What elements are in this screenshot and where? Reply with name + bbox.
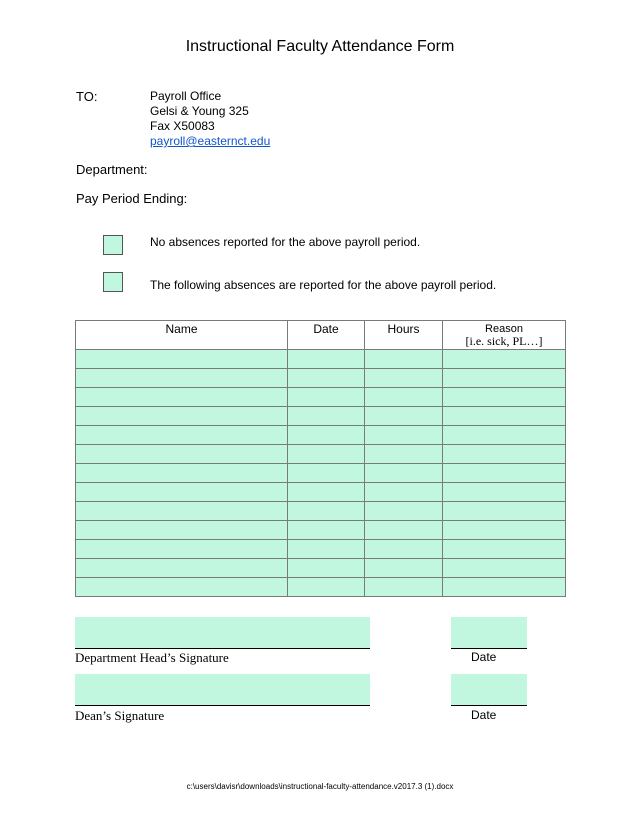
email-link[interactable]: payroll@easternct.edu bbox=[150, 134, 271, 148]
date-cell[interactable] bbox=[288, 426, 365, 445]
name-column-header: Name bbox=[76, 321, 288, 350]
name-cell[interactable] bbox=[76, 350, 288, 369]
hours-cell[interactable] bbox=[365, 483, 443, 502]
hours-cell[interactable] bbox=[365, 445, 443, 464]
reason-header-label: Reason bbox=[485, 323, 523, 335]
table-row bbox=[76, 483, 566, 502]
dept-head-date-field[interactable] bbox=[451, 617, 527, 649]
name-cell[interactable] bbox=[76, 426, 288, 445]
reason-cell[interactable] bbox=[443, 426, 566, 445]
date-cell[interactable] bbox=[288, 578, 365, 597]
dept-head-signature-field[interactable] bbox=[75, 617, 370, 649]
hours-cell[interactable] bbox=[365, 350, 443, 369]
date-cell[interactable] bbox=[288, 350, 365, 369]
name-cell[interactable] bbox=[76, 369, 288, 388]
table-row bbox=[76, 502, 566, 521]
absence-table bbox=[75, 320, 566, 597]
address-line-2: Gelsi & Young 325 bbox=[150, 104, 249, 118]
dept-head-signature-label: Department Head’s Signature bbox=[75, 650, 229, 665]
reason-header-hint: [i.e. sick, PL…] bbox=[465, 334, 543, 348]
address-line-1: Payroll Office bbox=[150, 89, 222, 103]
reason-cell[interactable] bbox=[443, 578, 566, 597]
date-cell[interactable] bbox=[288, 483, 365, 502]
table-row bbox=[76, 388, 566, 407]
absences-checkbox[interactable] bbox=[103, 272, 123, 292]
table-header-row bbox=[76, 321, 566, 350]
reason-cell[interactable] bbox=[443, 388, 566, 407]
reason-cell[interactable] bbox=[443, 540, 566, 559]
date-column-header: Date bbox=[288, 321, 365, 350]
name-cell[interactable] bbox=[76, 483, 288, 502]
reason-cell[interactable] bbox=[443, 407, 566, 426]
date-cell[interactable] bbox=[288, 445, 365, 464]
date-cell[interactable] bbox=[288, 464, 365, 483]
date-cell[interactable] bbox=[288, 540, 365, 559]
table-row bbox=[76, 350, 566, 369]
hours-cell[interactable] bbox=[365, 559, 443, 578]
reason-column-header bbox=[443, 321, 566, 350]
name-cell[interactable] bbox=[76, 540, 288, 559]
date-cell[interactable] bbox=[288, 388, 365, 407]
page-title: Instructional Faculty Attendance Form bbox=[185, 38, 455, 55]
table-row bbox=[76, 369, 566, 388]
hours-cell[interactable] bbox=[365, 426, 443, 445]
hours-cell[interactable] bbox=[365, 369, 443, 388]
date-cell[interactable] bbox=[288, 559, 365, 578]
no-absences-label: No absences reported for the above payroll period. bbox=[150, 235, 421, 249]
dept-head-date-label: Date bbox=[471, 650, 497, 664]
table-row bbox=[76, 521, 566, 540]
table-row bbox=[76, 426, 566, 445]
hours-cell[interactable] bbox=[365, 502, 443, 521]
hours-cell[interactable] bbox=[365, 407, 443, 426]
reason-cell[interactable] bbox=[443, 521, 566, 540]
address-block bbox=[150, 89, 270, 149]
hours-cell[interactable] bbox=[365, 521, 443, 540]
reason-cell[interactable] bbox=[443, 369, 566, 388]
name-cell[interactable] bbox=[76, 407, 288, 426]
name-cell[interactable] bbox=[76, 559, 288, 578]
reason-cell[interactable] bbox=[443, 350, 566, 369]
dean-date-field[interactable] bbox=[451, 674, 527, 706]
dean-signature-field[interactable] bbox=[75, 674, 370, 706]
name-cell[interactable] bbox=[76, 388, 288, 407]
hours-cell[interactable] bbox=[365, 540, 443, 559]
hours-cell[interactable] bbox=[365, 464, 443, 483]
pay-period-label: Pay Period Ending: bbox=[76, 191, 188, 206]
hours-cell[interactable] bbox=[365, 578, 443, 597]
dean-date-label: Date bbox=[471, 708, 497, 722]
date-cell[interactable] bbox=[288, 502, 365, 521]
name-cell[interactable] bbox=[76, 578, 288, 597]
table-row bbox=[76, 559, 566, 578]
footer-file-path: c:\users\davisr\downloads\instructional-faculty-attendance.v2017.3 (1).docx bbox=[186, 782, 454, 791]
reason-cell[interactable] bbox=[443, 445, 566, 464]
table-row bbox=[76, 540, 566, 559]
table-row bbox=[76, 407, 566, 426]
hours-column-header: Hours bbox=[365, 321, 443, 350]
reason-cell[interactable] bbox=[443, 483, 566, 502]
date-cell[interactable] bbox=[288, 369, 365, 388]
to-label: TO: bbox=[76, 89, 98, 104]
date-cell[interactable] bbox=[288, 521, 365, 540]
date-cell[interactable] bbox=[288, 407, 365, 426]
hours-cell[interactable] bbox=[365, 388, 443, 407]
name-cell[interactable] bbox=[76, 502, 288, 521]
table-row bbox=[76, 464, 566, 483]
department-label: Department: bbox=[76, 162, 148, 177]
name-cell[interactable] bbox=[76, 464, 288, 483]
dean-signature-label: Dean’s Signature bbox=[75, 708, 165, 723]
reason-cell[interactable] bbox=[443, 502, 566, 521]
name-cell[interactable] bbox=[76, 445, 288, 464]
name-cell[interactable] bbox=[76, 521, 288, 540]
reason-cell[interactable] bbox=[443, 559, 566, 578]
table-row bbox=[76, 578, 566, 597]
address-line-3: Fax X50083 bbox=[150, 119, 215, 133]
reason-cell[interactable] bbox=[443, 464, 566, 483]
no-absences-checkbox[interactable] bbox=[103, 235, 123, 255]
table-row bbox=[76, 445, 566, 464]
absences-label: The following absences are reported for the above payroll period. bbox=[150, 278, 497, 292]
